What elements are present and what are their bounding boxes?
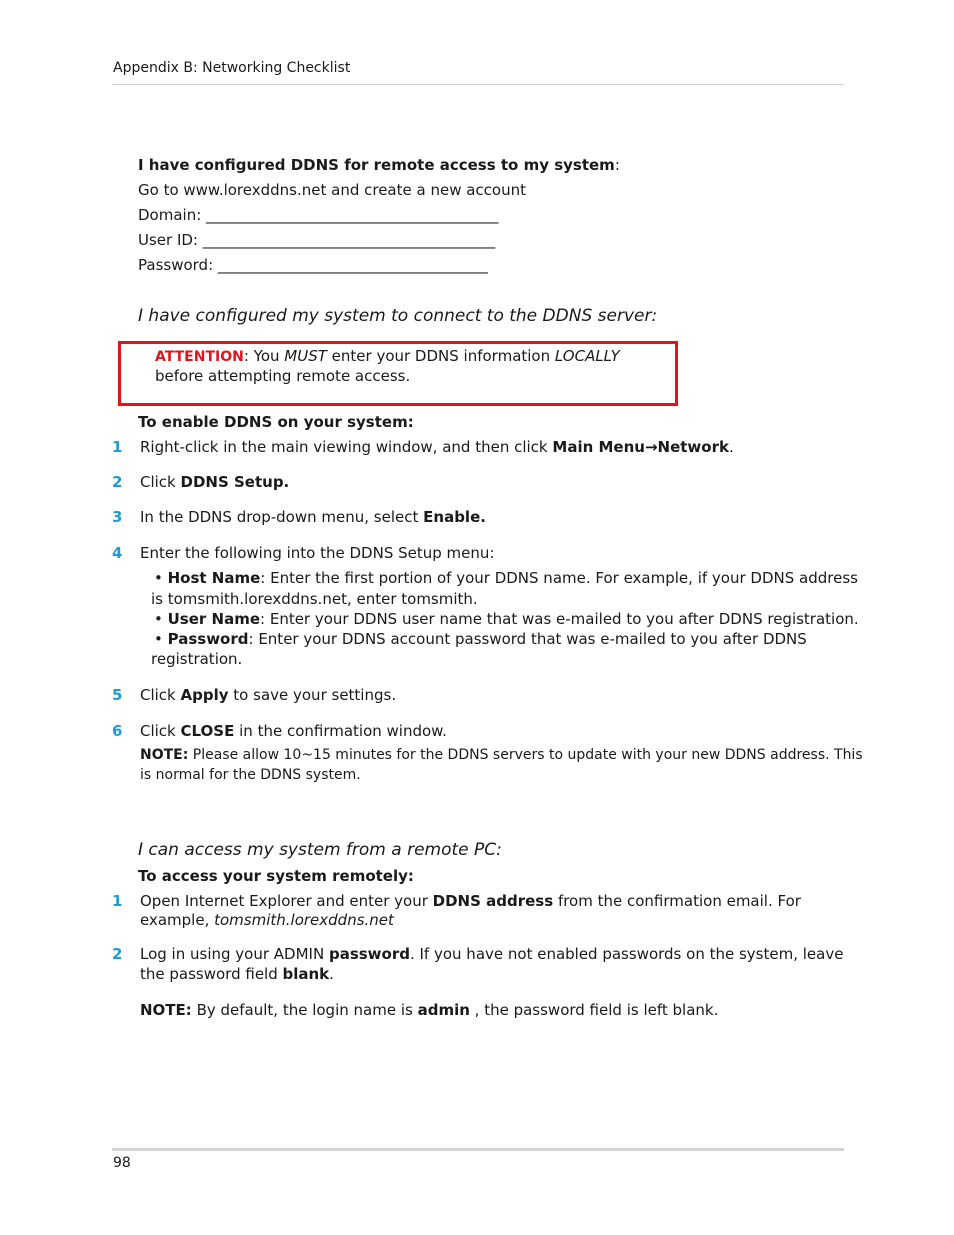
remote-step-1-cont: example, tomsmith.lorexddns.net [140,911,394,929]
step-number: 2 [112,945,123,963]
ddns-account-heading: I have configured DDNS for remote access to my system: [138,156,620,174]
step-4-text: Enter the following into the DDNS Setup menu: [140,544,495,562]
step-5-text: Click Apply to save your settings. [140,686,397,704]
step-1-text: Right-click in the main viewing window, and then click Main Menu→Network. [140,438,734,456]
step-6-text: Click CLOSE in the confirmation window. [140,722,447,740]
bullet-host-name: • Host Name: Enter the first portion of your DDNS name. For example, if your DDNS address [154,569,858,587]
step-3-text: In the DDNS drop-down menu, select Enable. [140,508,486,526]
page-number: 98 [113,1155,131,1171]
step-number: 4 [112,544,123,562]
header-rule [112,84,844,85]
remote-step-2-text: Log in using your ADMIN password. If you have not enabled passwords on the system, leave [140,945,844,963]
password-field-line: Password: ____________________________________ [138,256,488,274]
bullet-password-cont: registration. [151,650,243,668]
enable-ddns-subheading: To enable DDNS on your system: [138,413,414,431]
ddns-server-heading: I have configured my system to connect to the DDNS server: [138,306,658,326]
attention-label: ATTENTION [155,349,244,365]
ddns-note-line-1: NOTE: Please allow 10~15 minutes for the DDNS servers to update with your new DDNS address. This [140,747,863,763]
attention-line-2: before attempting remote access. [155,367,411,385]
page-header-title: Appendix B: Networking Checklist [113,60,351,76]
ddns-instruction: Go to www.lorexddns.net and create a new account [138,181,526,199]
step-number: 1 [112,892,123,910]
remote-step-2-cont: the password field blank. [140,965,334,983]
bullet-user-name: • User Name: Enter your DDNS user name that was e-mailed to you after DDNS registration. [154,610,859,628]
attention-line-1: ATTENTION: You MUST enter your DDNS information LOCALLY [155,347,620,365]
step-number: 3 [112,508,123,526]
bullet-host-name-cont: is tomsmith.lorexddns.net, enter tomsmith. [151,590,478,608]
remote-pc-heading: I can access my system from a remote PC: [138,840,502,860]
bullet-password: • Password: Enter your DDNS account password that was e-mailed to you after DDNS [154,630,807,648]
domain-field-line: Domain: _______________________________________ [138,206,499,224]
step-number: 1 [112,438,123,456]
footer-rule [112,1148,844,1151]
step-number: 5 [112,686,123,704]
arrow-icon: → [644,438,658,456]
remote-access-subheading: To access your system remotely: [138,867,414,885]
step-number: 6 [112,722,123,740]
step-2-text: Click DDNS Setup. [140,473,290,491]
user-id-field-line: User ID: _______________________________________ [138,231,496,249]
ddns-note-line-2: is normal for the DDNS system. [140,767,361,783]
login-note: NOTE: By default, the login name is admin , the password field is left blank. [140,1001,719,1019]
remote-step-1-text: Open Internet Explorer and enter your DDNS address from the confirmation email. For [140,892,801,910]
step-number: 2 [112,473,123,491]
